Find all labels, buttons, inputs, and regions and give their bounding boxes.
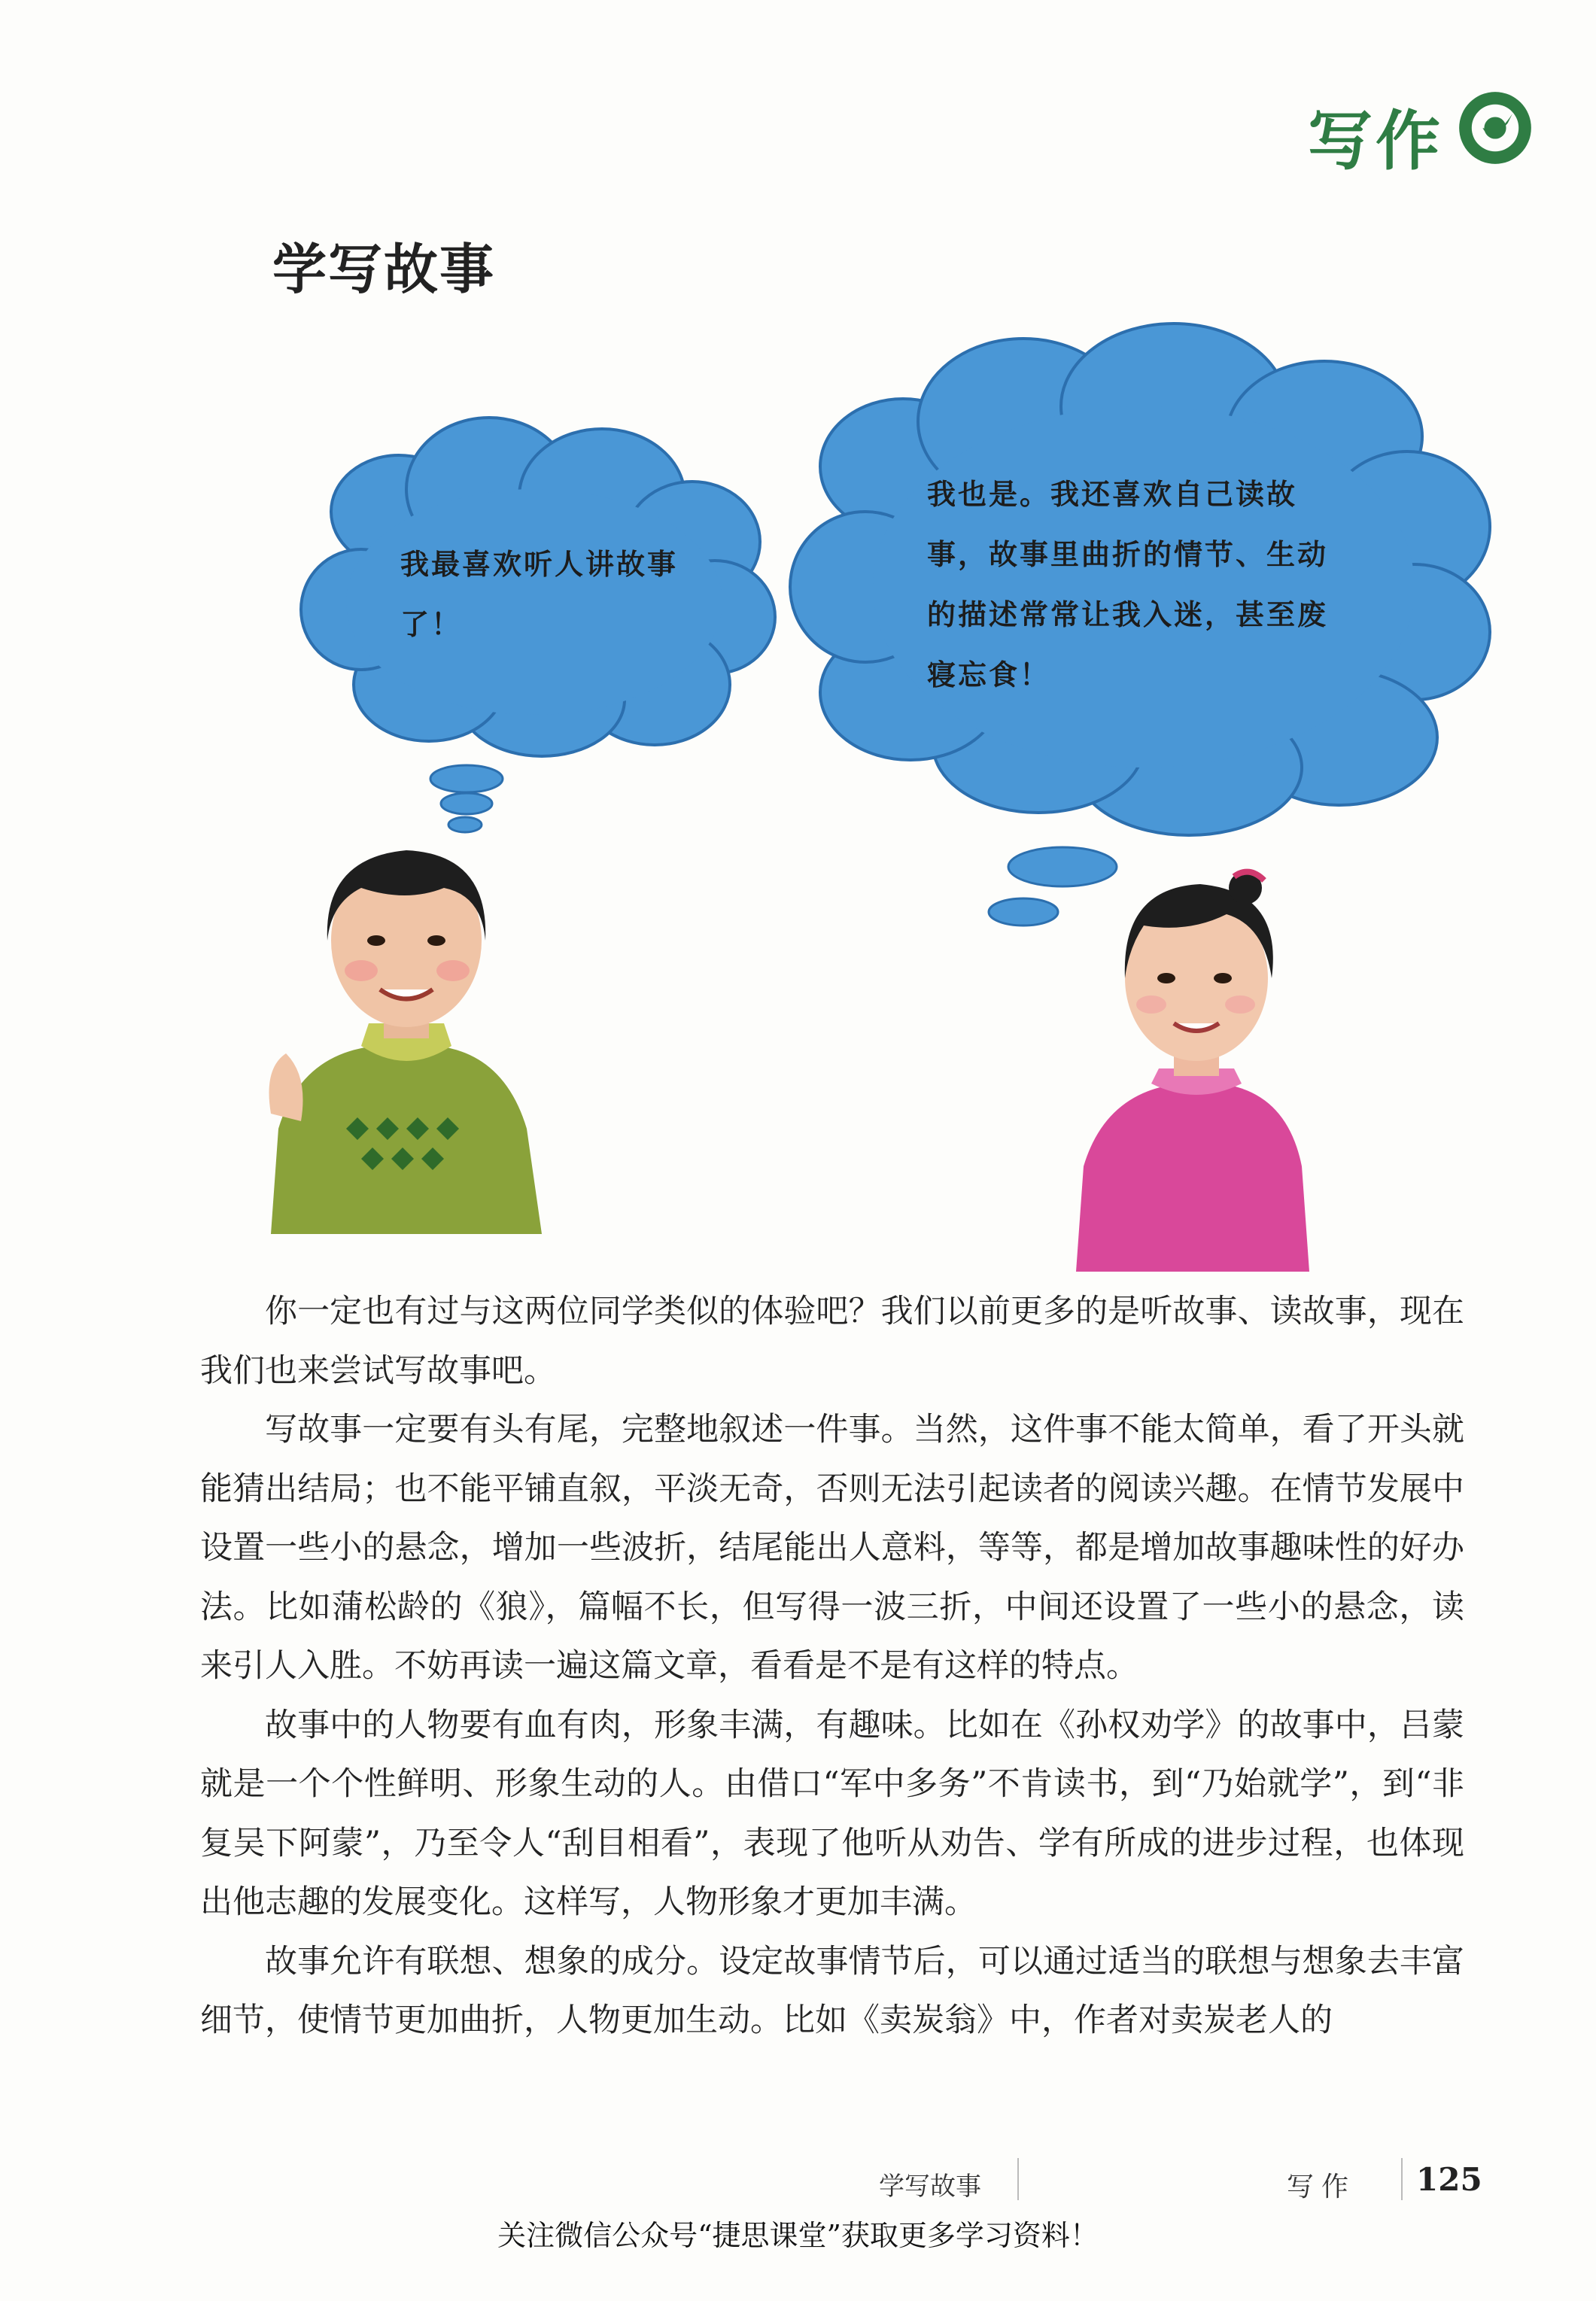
thought-dots-left — [430, 765, 503, 832]
watermark: 关注微信公众号“捷思课堂”获取更多学习资料！ — [497, 2219, 1099, 2252]
boy-illustration — [256, 828, 557, 1234]
footer-unit-title: 写作 — [1287, 2172, 1357, 2202]
thought-bubble-left-text: 我最喜欢听人讲故事了！ — [400, 547, 679, 641]
paragraph: 故事中的人物要有血有肉，形象丰满，有趣味。比如在《孙权劝学》的故事中，吕蒙就是一个个性鲜明、形象生动的人。由借口“军中多务”不肯读书，到“乃始就学”，到“非复吴下阿蒙”，乃至令人“刮目相看”，表现了他听从劝告、学有所成的进步过程，也体现出他志趣的发展变化。这样写，人物形象才更加丰满。 — [200, 1706, 1464, 1921]
footer-divider — [1401, 2158, 1403, 2200]
unit-title: 写作 — [1308, 103, 1443, 179]
footer-section-title: 学写故事 — [879, 2172, 981, 2202]
girl-illustration — [1069, 850, 1324, 1272]
body-text — [200, 1282, 1464, 2050]
paragraph: 故事允许有联想、想象的成分。设定故事情节后，可以通过适当的联想与想象去丰富细节，使情节更加曲折，人物更加生动。比如《卖炭翁》中，作者对卖炭老人的 — [200, 1942, 1464, 2039]
lesson-title: 学写故事 — [272, 237, 496, 301]
paragraph: 写故事一定要有头有尾，完整地叙述一件事。当然，这件事不能太简单，看了开头就能猜出结局；也不能平铺直叙，平淡无奇，否则无法引起读者的阅读兴趣。在情节发展中设置一些小的悬念，增加一些波折，结尾能出人意料，等等，都是增加故事趣味性的好办法。比如蒲松龄的《狼》，篇幅不长，但写得一波三折，中间还设置了一些小的悬念，读来引人入胜。不妨再读一遍这篇文章，看看是不是有这样的特点。 — [200, 1411, 1464, 1685]
page-number: 125 — [1416, 2161, 1482, 2198]
thought-bubbles — [0, 0, 1596, 978]
thought-bubble-right-text: 我也是。我还喜欢自己读故事，故事里曲折的情节、生动的描述常常让我入迷，甚至废寝忘食！ — [927, 477, 1329, 692]
footer-divider — [1017, 2158, 1019, 2200]
paragraph: 你一定也有过与这两位同学类似的体验吧？我们以前更多的是听故事、读故事，现在我们也来尝试写故事吧。 — [200, 1293, 1464, 1390]
